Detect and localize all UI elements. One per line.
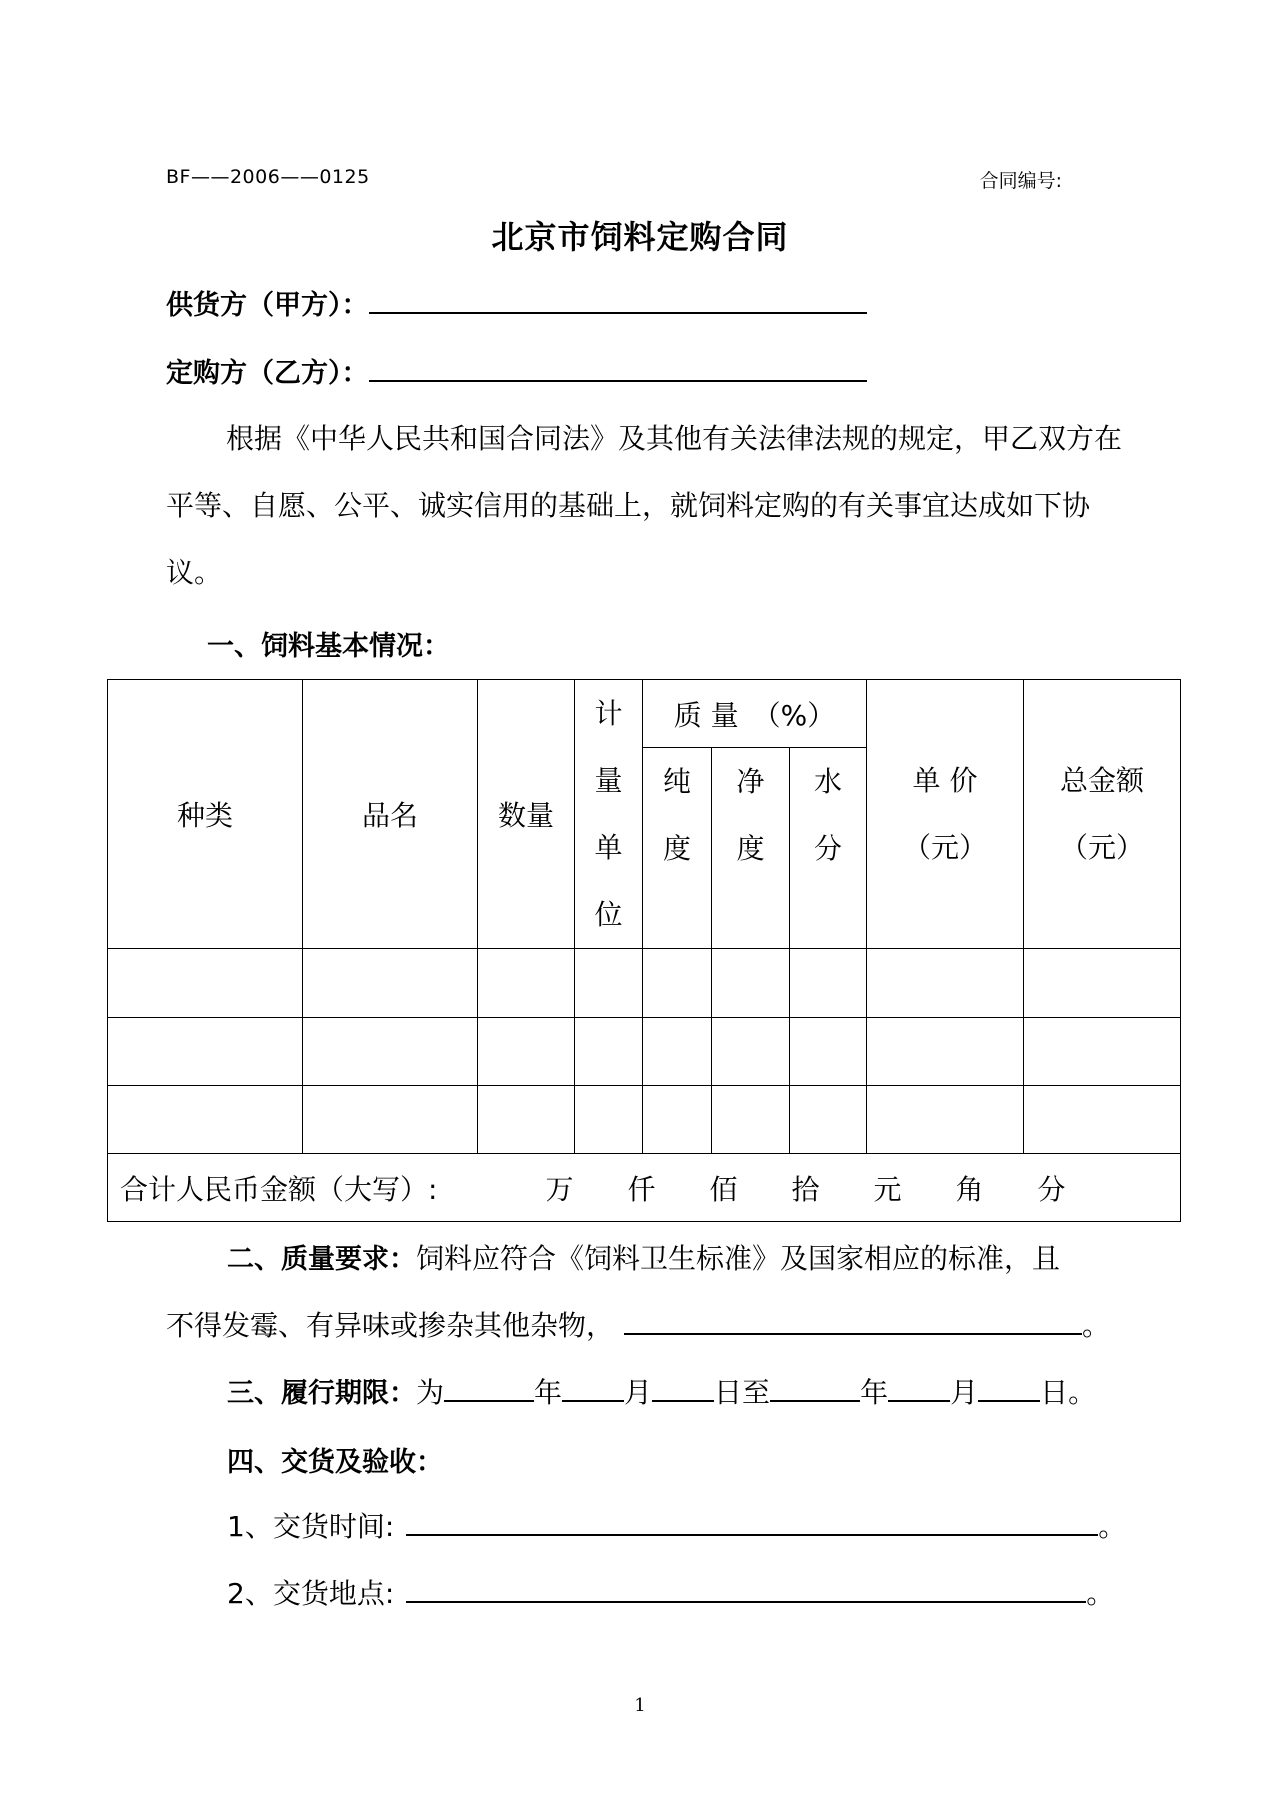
delivery-place-label: 2、交货地点: — [227, 1577, 395, 1610]
day-label: 日 — [1040, 1376, 1069, 1409]
cell[interactable] — [575, 949, 643, 1018]
header-quality: 质 量 （%） — [643, 680, 867, 748]
header-unit-char: 计 — [594, 697, 623, 730]
section2-blank[interactable] — [624, 1333, 1082, 1335]
buyer-blank[interactable] — [369, 380, 867, 382]
supplier-label: 供货方（甲方）： — [166, 290, 369, 321]
delivery-time-blank[interactable] — [406, 1534, 1098, 1536]
supplier-blank[interactable] — [369, 312, 867, 314]
cell[interactable] — [867, 1018, 1024, 1086]
cell[interactable] — [478, 1018, 575, 1086]
header-unit-price-line: （元） — [902, 831, 987, 864]
cell[interactable] — [108, 949, 303, 1018]
sum-cell[interactable] — [108, 1154, 1181, 1222]
cell[interactable] — [867, 949, 1024, 1018]
supplier-line — [166, 283, 867, 322]
month-label: 月 — [624, 1376, 653, 1409]
cell[interactable] — [303, 949, 478, 1018]
start-month-blank[interactable] — [562, 1400, 624, 1402]
contract-number-label: 合同编号: — [979, 170, 1062, 192]
intro-paragraph: 根据《中华人民共和国合同法》及其他有关法律法规的规定，甲乙双方在平等、自愿、公平、诚实信用的基础上，就饲料定购的有关事宜达成如下协议。 — [166, 422, 1123, 589]
section2-period: 。 — [1082, 1309, 1111, 1342]
year-label: 年 — [860, 1376, 889, 1409]
cell[interactable] — [790, 1086, 867, 1154]
cell[interactable] — [575, 1018, 643, 1086]
delivery-place-blank[interactable] — [406, 1601, 1086, 1603]
cell[interactable] — [478, 1086, 575, 1154]
cell[interactable] — [867, 1086, 1024, 1154]
section2-text2: 不得发霉、有异味或掺杂其他杂物， — [166, 1309, 615, 1342]
section2-line1 — [227, 1237, 1060, 1277]
table-row — [108, 949, 1181, 1018]
end-year-blank[interactable] — [770, 1400, 860, 1402]
cell[interactable] — [1024, 1086, 1181, 1154]
header-purity-char: 纯 — [662, 765, 691, 798]
cell[interactable] — [1024, 1018, 1181, 1086]
header-unit-price-line: 单 价 — [912, 764, 978, 797]
cell[interactable] — [478, 949, 575, 1018]
page-number: 1 — [634, 1695, 646, 1716]
start-day-blank[interactable] — [652, 1400, 714, 1402]
year-label: 年 — [534, 1376, 563, 1409]
delivery-place-line — [227, 1572, 1114, 1612]
feed-spec-table — [107, 679, 1181, 1222]
buyer-line — [166, 351, 867, 390]
sum-unit: 角 — [955, 1172, 984, 1206]
cell[interactable] — [643, 949, 712, 1018]
header-total — [1024, 680, 1181, 949]
sum-unit: 万 — [545, 1172, 574, 1206]
cell[interactable] — [303, 1018, 478, 1086]
table-row — [108, 1018, 1181, 1086]
section1-heading: 一、饲料基本情况： — [207, 631, 450, 662]
header-unit — [575, 680, 643, 949]
section4-heading: 四、交货及验收： — [227, 1447, 443, 1478]
cell[interactable] — [712, 1018, 790, 1086]
header-unit-char: 单 — [594, 831, 623, 864]
cell[interactable] — [303, 1086, 478, 1154]
delivery-time-period: 。 — [1098, 1510, 1127, 1543]
header-unit-char: 量 — [594, 764, 623, 797]
section3-for: 为 — [416, 1376, 445, 1409]
cell[interactable] — [712, 1086, 790, 1154]
cell[interactable] — [108, 1086, 303, 1154]
section3-line — [227, 1371, 1096, 1411]
delivery-time-label: 1、交货时间: — [227, 1510, 395, 1543]
cell[interactable] — [108, 1018, 303, 1086]
sum-unit: 分 — [1037, 1172, 1066, 1206]
header-net-char: 度 — [736, 832, 765, 865]
sum-unit: 拾 — [791, 1172, 820, 1206]
section3-period: 。 — [1068, 1376, 1097, 1409]
delivery-time-line — [227, 1505, 1126, 1545]
header-net — [712, 748, 790, 949]
cell[interactable] — [1024, 949, 1181, 1018]
header-unit-price — [867, 680, 1024, 949]
header-quantity: 数量 — [478, 680, 575, 949]
cell[interactable] — [643, 1018, 712, 1086]
header-unit-char: 位 — [594, 898, 623, 931]
page-title: 北京市饲料定购合同 — [491, 218, 789, 256]
sum-unit: 佰 — [709, 1172, 738, 1206]
header-purity-char: 度 — [662, 832, 691, 865]
header-moisture — [790, 748, 867, 949]
cell[interactable] — [790, 949, 867, 1018]
cell[interactable] — [712, 949, 790, 1018]
header-moisture-char: 水 — [813, 765, 842, 798]
header-total-line: （元） — [1059, 831, 1144, 864]
header-total-line: 总金额 — [1059, 764, 1144, 797]
day-to-label: 日至 — [714, 1376, 771, 1409]
sum-unit: 元 — [873, 1172, 902, 1206]
buyer-label: 定购方（乙方）： — [166, 358, 369, 389]
cell[interactable] — [790, 1018, 867, 1086]
section2-heading: 二、质量要求： — [227, 1244, 416, 1275]
header-kind: 种类 — [108, 680, 303, 949]
end-day-blank[interactable] — [978, 1400, 1040, 1402]
month-label: 月 — [950, 1376, 979, 1409]
section3-heading: 三、履行期限： — [227, 1378, 416, 1409]
sum-unit: 仟 — [627, 1172, 656, 1206]
sum-row — [108, 1154, 1181, 1222]
header-moisture-char: 分 — [813, 832, 842, 865]
end-month-blank[interactable] — [888, 1400, 950, 1402]
delivery-place-period: 。 — [1086, 1577, 1115, 1610]
section2-line2 — [166, 1304, 1110, 1344]
document-code: BF——2006——0125 — [166, 166, 370, 188]
header-purity — [643, 748, 712, 949]
sum-label: 合计人民币金额（大写）: — [120, 1172, 438, 1206]
table-row — [108, 1086, 1181, 1154]
start-year-blank[interactable] — [444, 1400, 534, 1402]
header-name: 品名 — [303, 680, 478, 949]
header-net-char: 净 — [736, 765, 765, 798]
section2-text1: 饲料应符合《饲料卫生标准》及国家相应的标准，且 — [416, 1242, 1061, 1275]
cell[interactable] — [575, 1086, 643, 1154]
cell[interactable] — [643, 1086, 712, 1154]
